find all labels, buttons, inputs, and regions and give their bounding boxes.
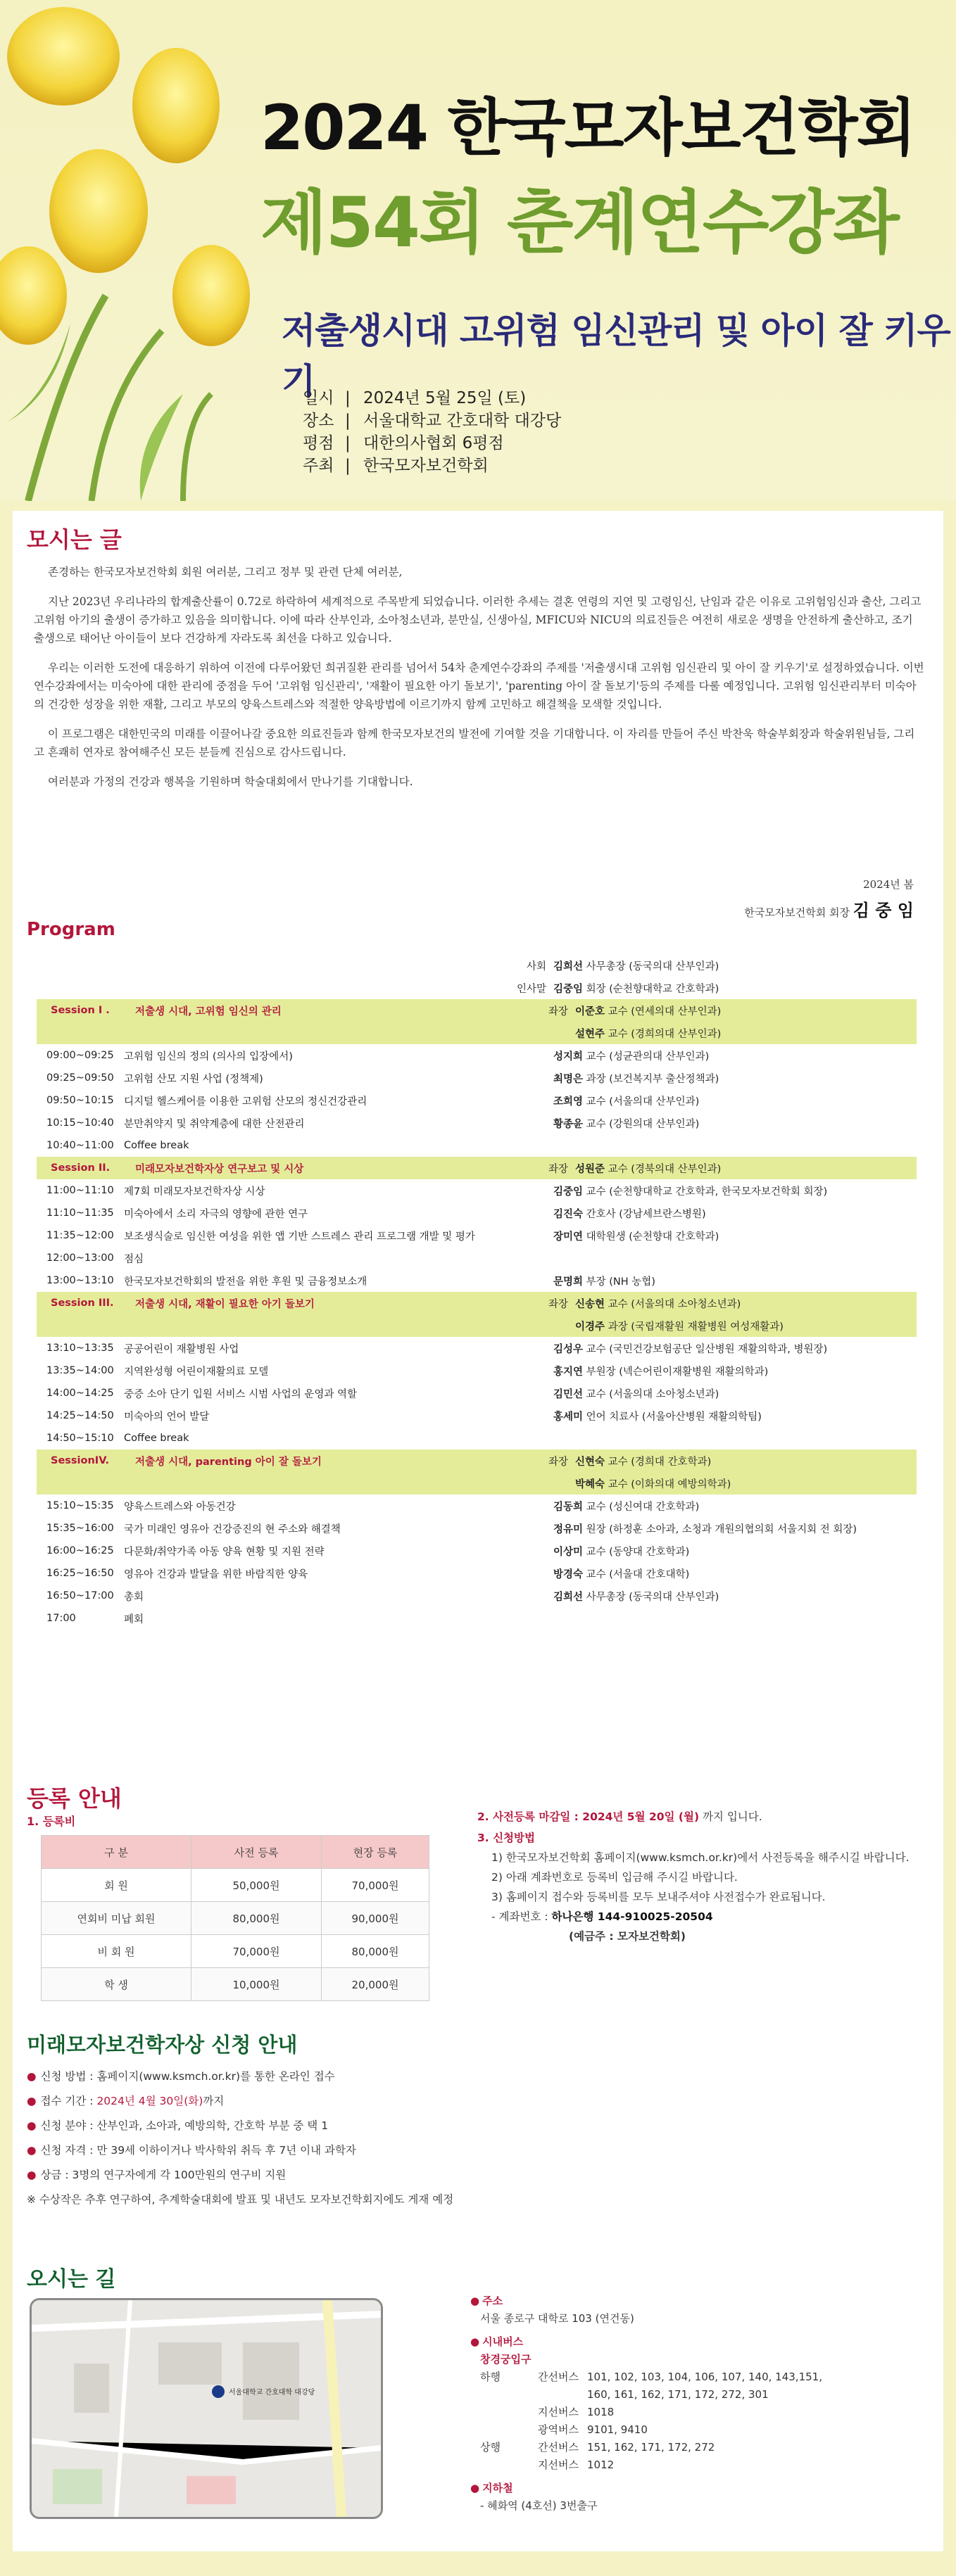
fee-row: 연회비 미납 회원 80,000원 90,000원 bbox=[42, 1902, 429, 1935]
program-time: 14:00~14:25 bbox=[46, 1388, 114, 1399]
program-time: 17:00 bbox=[46, 1613, 76, 1624]
program-time: 10:15~10:40 bbox=[46, 1117, 114, 1129]
program-topic: 양육스트레스와 아동건강 bbox=[124, 1501, 236, 1513]
program-speaker: 설현주 교수 (경희의대 산부인과) bbox=[575, 1028, 722, 1040]
program-speaker: 정유미 원장 (하정훈 소아과, 소청과 개원의협의회 서울지회 전 회장) bbox=[553, 1523, 857, 1535]
program-time: 13:35~14:00 bbox=[46, 1365, 114, 1376]
program-speaker: 신현숙 교수 (경희대 간호학과) bbox=[575, 1456, 712, 1468]
program-role: 좌장 bbox=[548, 1456, 568, 1468]
program-row bbox=[37, 954, 917, 977]
program-speaker: 성지희 교수 (성균관의대 산부인과) bbox=[553, 1051, 710, 1062]
program-row bbox=[37, 1022, 917, 1044]
greeting-title: 모시는 글 bbox=[27, 526, 122, 553]
greeting-paragraph: 지난 2023년 우리나라의 합계출산률이 0.72로 하락하여 세계적으로 주목받게 되었습니다. 이러한 추세는 결혼 연령의 지연 및 고령임신, 난임과 같은 이유로 고위험임신과 출산, 그리고 고위험 아기의 출생이 증가하고 있음을 의미합니다. 이에 따라 산부인과, 소아청소년과, 분만실, 신생아실, MFICU와 NICU의 의료진들은 여전히 새로운 생명을 안전하게 출산하고, 조기 출생으로 태어난 아이들이 보다 건강하게 자라도록 최선을 다하고 있습니다. bbox=[34, 595, 922, 645]
program-speaker: 이경주 과장 (국립재활원 재활병원 여성재활과) bbox=[575, 1321, 784, 1333]
program-title: Program bbox=[27, 919, 115, 940]
subway-info: - 혜화역 (4호선) 3번출구 bbox=[480, 2499, 598, 2512]
program-topic: Coffee break bbox=[124, 1140, 189, 1151]
program-time: 10:40~11:00 bbox=[46, 1140, 114, 1151]
event-subtitle-session: 제54회 춘계연수강좌 bbox=[260, 183, 898, 263]
program-row bbox=[37, 1269, 917, 1292]
award-title: 미래모자보건학자상 신청 안내 bbox=[27, 2033, 298, 2057]
bus-row: 160, 161, 162, 171, 172, 272, 301 bbox=[587, 2388, 769, 2401]
program-role: 좌장 bbox=[548, 1005, 568, 1017]
program-topic: 총회 bbox=[124, 1591, 144, 1603]
map-drawing bbox=[32, 2300, 381, 2517]
greeting-paragraph: 이 프로그램은 대한민국의 미래를 이끌어나갈 중요한 의료진들과 함께 한국모자보건의 발전에 기여할 것을 기대합니다. 이 자리를 만들어 주신 박찬욱 학술부회장과 학술위원님들, 그리고 흔쾌히 연자로 참여해주신 모든 분들께 진심으로 감사드립니다. bbox=[34, 728, 915, 759]
program-time: 11:35~12:00 bbox=[46, 1230, 114, 1241]
program-topic: 공공어린이 재활병원 사업 bbox=[124, 1343, 239, 1355]
session-title: 미래모자보건학자상 연구보고 및 시상 bbox=[135, 1163, 304, 1175]
program-time: 09:25~09:50 bbox=[46, 1072, 114, 1084]
award-item: ● 신청 자격 : 만 39세 이하이거나 박사학위 취득 후 7년 이내 과학자 bbox=[27, 2144, 356, 2157]
program-speaker: 김진숙 간호사 (강남세브란스병원) bbox=[553, 1208, 706, 1220]
program-topic: 미숙아의 언어 발달 bbox=[124, 1411, 210, 1423]
program-topic: 한국모자보건학회의 발전을 위한 후원 및 금융정보소개 bbox=[124, 1276, 367, 1288]
program-row bbox=[37, 1314, 917, 1337]
session-title: 저출생 시대, 고위험 임신의 관리 bbox=[135, 1005, 282, 1017]
program-topic: 미숙아에서 소리 자극의 영향에 관한 연구 bbox=[124, 1208, 308, 1220]
program-speaker: 김중임 교수 (순천향대학교 간호학과, 한국모자보건학회 회장) bbox=[553, 1186, 828, 1198]
method-item: 1) 한국모자보건학회 홈페이지(www.ksmch.or.kr)에서 사전등록을 해주시길 바랍니다. bbox=[491, 1851, 910, 1864]
program-topic: 점심 bbox=[124, 1253, 144, 1265]
program-time: 14:50~15:10 bbox=[46, 1433, 114, 1444]
program-row bbox=[37, 1067, 917, 1089]
program-row bbox=[37, 1202, 917, 1224]
program-row bbox=[37, 1382, 917, 1404]
account-holder: (예금주 : 모자보건학회) bbox=[569, 1930, 686, 1943]
bus-row: 하행 간선버스 101, 102, 103, 104, 106, 107, 140, 143,151, bbox=[480, 2371, 822, 2383]
map-label: 서울대학교 간호대학 대강당 bbox=[229, 2389, 315, 2397]
session-label: SessionIV. bbox=[51, 1455, 110, 1466]
hero-banner bbox=[0, 0, 956, 501]
bus-row: 지선버스 1012 bbox=[538, 2458, 615, 2471]
program-speaker: 김희선 사무총장 (동국의대 산부인과) bbox=[553, 1591, 719, 1603]
event-theme: 저출생시대 고위험 임신관리 및 아이 잘 키우기 bbox=[282, 310, 950, 402]
program-row bbox=[37, 1449, 917, 1472]
program-topic: 지역완성형 어린이재활의료 모델 bbox=[124, 1366, 269, 1378]
program-time: 15:10~15:35 bbox=[46, 1500, 114, 1511]
program-time: 12:00~13:00 bbox=[46, 1252, 114, 1264]
address-label: ● 주소 bbox=[470, 2295, 503, 2307]
bus-row: 지선버스 1018 bbox=[538, 2406, 615, 2418]
program-topic: Coffee break bbox=[124, 1433, 189, 1444]
registration-title: 등록 안내 bbox=[27, 1785, 122, 1812]
program-time: 14:25~14:50 bbox=[46, 1410, 114, 1421]
award-item: ● 신청 방법 : 홈페이지(www.ksmch.or.kr)를 통한 온라인 접수 bbox=[27, 2070, 335, 2083]
program-role: 좌장 bbox=[548, 1163, 568, 1175]
fee-header: 현장 등록 bbox=[322, 1836, 429, 1869]
program-speaker: 김중임 회장 (순천향대학교 간호학과) bbox=[553, 983, 719, 995]
program-table bbox=[37, 954, 917, 1630]
award-item: ● 신청 분야 : 산부인과, 소아과, 예방의학, 간호학 부분 중 택 1 bbox=[27, 2119, 329, 2132]
program-topic: 분만취약지 및 취약계층에 대한 산전관리 bbox=[124, 1118, 305, 1130]
info-row-credit: 평점 | 대한의사협회 6평점 bbox=[303, 434, 504, 452]
event-title: 2024 한국모자보건학회 bbox=[260, 91, 915, 164]
program-row bbox=[37, 1337, 917, 1359]
program-speaker: 이준호 교수 (연세의대 산부인과) bbox=[575, 1005, 722, 1017]
program-time: 15:35~16:00 bbox=[46, 1523, 114, 1534]
info-row-place: 장소 | 서울대학교 간호대학 대강당 bbox=[303, 412, 562, 430]
bus-row: 광역버스 9101, 9410 bbox=[538, 2423, 648, 2436]
session-label: Session III. bbox=[51, 1297, 114, 1309]
program-speaker: 박혜숙 교수 (이화의대 예방의학과) bbox=[575, 1478, 731, 1490]
greeting-signature: 한국모자보건학회 회장 김 중 임 bbox=[744, 901, 914, 920]
fee-row: 학 생 10,000원 20,000원 bbox=[42, 1968, 429, 2001]
program-row bbox=[37, 977, 917, 999]
program-topic: 보조생식술로 임신한 여성을 위한 앱 기반 스트레스 관리 프로그램 개발 및 평가 bbox=[124, 1231, 475, 1243]
greeting-letter bbox=[34, 563, 924, 802]
session-title: 저출생 시대, 재활이 필요한 아기 돌보기 bbox=[135, 1298, 315, 1310]
program-time: 11:10~11:35 bbox=[46, 1207, 114, 1219]
deadline-line: 2. 사전등록 마감일 : 2024년 5월 20일 (월) 까지 입니다. bbox=[477, 1810, 762, 1823]
program-time: 16:00~16:25 bbox=[46, 1545, 114, 1556]
info-row-host: 주최 | 한국모자보건학회 bbox=[303, 457, 489, 475]
location-map[interactable] bbox=[30, 2298, 383, 2519]
program-topic: 폐회 bbox=[124, 1613, 144, 1625]
bus-row: 상행 간선버스 151, 162, 171, 172, 272 bbox=[480, 2441, 715, 2454]
fee-label: 1. 등록비 bbox=[27, 1815, 76, 1828]
program-speaker: 조희영 교수 (서울의대 산부인과) bbox=[553, 1096, 700, 1108]
award-note: ※ 수상작은 추후 연구하여, 추계학술대회에 발표 및 내년도 모자보건학회지에도 게재 예정 bbox=[27, 2193, 454, 2206]
bus-label: ● 시내버스 bbox=[470, 2335, 524, 2348]
program-speaker: 장미연 대학원생 (순천향대 간호학과) bbox=[553, 1231, 719, 1243]
program-row bbox=[37, 1562, 917, 1585]
program-topic: 영유아 건강과 발달을 위한 바람직한 양육 bbox=[124, 1568, 308, 1580]
program-time: 11:00~11:10 bbox=[46, 1185, 114, 1196]
bus-table bbox=[470, 2368, 928, 2474]
bus-stop: 창경궁입구 bbox=[480, 2353, 532, 2366]
program-row bbox=[37, 1112, 917, 1134]
award-item: ● 상금 : 3명의 연구자에게 각 100만원의 연구비 지원 bbox=[27, 2169, 287, 2181]
program-row bbox=[37, 999, 917, 1022]
program-time: 09:00~09:25 bbox=[46, 1050, 114, 1061]
directions-title: 오시는 길 bbox=[27, 2267, 116, 2292]
fee-table bbox=[41, 1835, 429, 2001]
program-speaker: 김민선 교수 (서울의대 소아청소년과) bbox=[553, 1388, 719, 1400]
program-speaker: 김성우 교수 (국민건강보험공단 일산병원 재활의학과, 병원장) bbox=[553, 1343, 828, 1355]
program-topic: 고위험 임신의 정의 (의사의 입장에서) bbox=[124, 1051, 293, 1062]
program-row bbox=[37, 1540, 917, 1562]
award-list bbox=[27, 2064, 453, 2212]
program-speaker: 최명은 과장 (보건복지부 출산정책과) bbox=[553, 1073, 719, 1085]
program-row bbox=[37, 1359, 917, 1382]
method-item: 3) 홈페이지 접수와 등록비를 모두 보내주셔야 사전접수가 완료됩니다. bbox=[491, 1891, 826, 1903]
program-speaker: 문명희 부장 (NH 농협) bbox=[553, 1276, 655, 1288]
program-topic: 디지털 헬스케어를 이용한 고위험 산모의 정신건강관리 bbox=[124, 1096, 367, 1108]
address: 서울 종로구 대학로 103 (연건동) bbox=[480, 2312, 634, 2325]
program-speaker: 김희선 사무총장 (동국의대 산부인과) bbox=[553, 960, 719, 972]
program-row bbox=[37, 1179, 917, 1202]
session-title: 저출생 시대, parenting 아이 잘 돌보기 bbox=[135, 1456, 322, 1468]
fee-row: 비 회 원 70,000원 80,000원 bbox=[42, 1935, 429, 1968]
program-row bbox=[37, 1292, 917, 1314]
program-row bbox=[37, 1044, 917, 1067]
fee-header: 사전 등록 bbox=[191, 1836, 322, 1869]
fee-row: 회 원 50,000원 70,000원 bbox=[42, 1869, 429, 1902]
program-time: 09:50~10:15 bbox=[46, 1095, 114, 1106]
greeting-date: 2024년 봄 bbox=[863, 878, 914, 891]
greeting-paragraph: 존경하는 한국모자보건학회 회원 여러분, 그리고 정부 및 관련 단체 여러분, bbox=[48, 566, 403, 578]
program-row bbox=[37, 1585, 917, 1607]
session-label: Session I . bbox=[51, 1005, 110, 1016]
program-row bbox=[37, 1157, 917, 1179]
registration-details bbox=[477, 1807, 928, 1946]
program-speaker: 이상미 교수 (동양대 간호학과) bbox=[553, 1546, 690, 1558]
program-speaker: 황종윤 교수 (강원의대 산부인과) bbox=[553, 1118, 700, 1130]
main-content bbox=[13, 511, 943, 2551]
program-speaker: 홍세미 언어 치료사 (서울아산병원 재활의학팀) bbox=[553, 1411, 762, 1423]
program-topic: 고위험 산모 지원 사업 (정책제) bbox=[124, 1073, 263, 1085]
program-row bbox=[37, 1427, 917, 1449]
program-speaker: 방경숙 교수 (서울대 간호대학) bbox=[553, 1568, 690, 1580]
program-time: 16:25~16:50 bbox=[46, 1568, 114, 1579]
program-row bbox=[37, 1472, 917, 1495]
greeting-paragraph: 우리는 이러한 도전에 대응하기 위하여 이전에 다루어왔던 희귀질환 관리를 넘어서 54차 춘계연수강좌의 주제를 '저출생시대 고위험 임신관리 및 아이 잘 키우기'로 설정하였습니다. 이번 연수강좌에서는 미숙아에 대한 관리에 중점을 두어 '고위험 임신관리', '재활이 필요한 아기 돌보기', 'parenting 아이 잘 돌보기'등의 주제를 다룰 예정입니다. 고위험 임신관리부터 미숙아의 건강한 성장을 위한 재활, 그리고 부모의 양육스트레스와 적절한 양육방법에 이르기까지 함께 고민하고 해결책을 모색할 것입니다. bbox=[34, 661, 924, 711]
program-topic: 제7회 미래모자보건학자상 시상 bbox=[124, 1186, 265, 1198]
program-topic: 중증 소아 단기 입원 서비스 시범 사업의 운영과 역할 bbox=[124, 1388, 358, 1400]
program-row bbox=[37, 1495, 917, 1517]
directions-info bbox=[470, 2292, 928, 2515]
subway-label: ● 지하철 bbox=[470, 2482, 513, 2494]
session-label: Session II. bbox=[51, 1162, 111, 1174]
method-item: 2) 아래 계좌번호로 등록비 입금해 주시길 바랍니다. bbox=[491, 1871, 738, 1884]
program-row bbox=[37, 1089, 917, 1112]
program-speaker: 김동희 교수 (성신여대 간호학과) bbox=[553, 1501, 700, 1513]
program-role: 사회 bbox=[526, 960, 546, 972]
info-row-date: 일시 | 2024년 5월 25일 (토) bbox=[303, 389, 527, 407]
event-info bbox=[303, 387, 561, 477]
program-time: 13:10~13:35 bbox=[46, 1343, 114, 1354]
program-row bbox=[37, 1134, 917, 1157]
program-time: 16:50~17:00 bbox=[46, 1590, 114, 1601]
program-speaker: 신송현 교수 (서울의대 소아청소년과) bbox=[575, 1298, 741, 1310]
program-topic: 국가 미래인 영유아 건강증진의 현 주소와 해결책 bbox=[124, 1523, 341, 1535]
account-info: - 계좌번호 : 하나은행 144-910025-20504 bbox=[491, 1910, 713, 1923]
greeting-paragraph: 여러분과 가정의 건강과 행복을 기원하며 학술대회에서 만나기를 기대합니다. bbox=[48, 775, 413, 788]
program-role: 인사말 bbox=[516, 983, 546, 995]
tulip-illustration bbox=[0, 0, 296, 501]
program-row bbox=[37, 1404, 917, 1427]
award-item: ● 접수 기간 : 2024년 4월 30일(화)까지 bbox=[27, 2095, 225, 2107]
program-row bbox=[37, 1517, 917, 1540]
program-row bbox=[37, 1607, 917, 1630]
program-role: 좌장 bbox=[548, 1298, 568, 1310]
method-label: 3. 신청방법 bbox=[477, 1832, 535, 1844]
program-row bbox=[37, 1247, 917, 1269]
program-time: 13:00~13:10 bbox=[46, 1275, 114, 1286]
program-row bbox=[37, 1224, 917, 1247]
program-speaker: 성원준 교수 (경북의대 산부인과) bbox=[575, 1163, 722, 1175]
fee-header: 구 분 bbox=[42, 1836, 191, 1869]
program-speaker: 홍지연 부원장 (넥슨어린이재활병원 재활의학과) bbox=[553, 1366, 769, 1378]
program-topic: 다문화/취약가족 아동 양육 현황 및 지원 전략 bbox=[124, 1546, 325, 1558]
